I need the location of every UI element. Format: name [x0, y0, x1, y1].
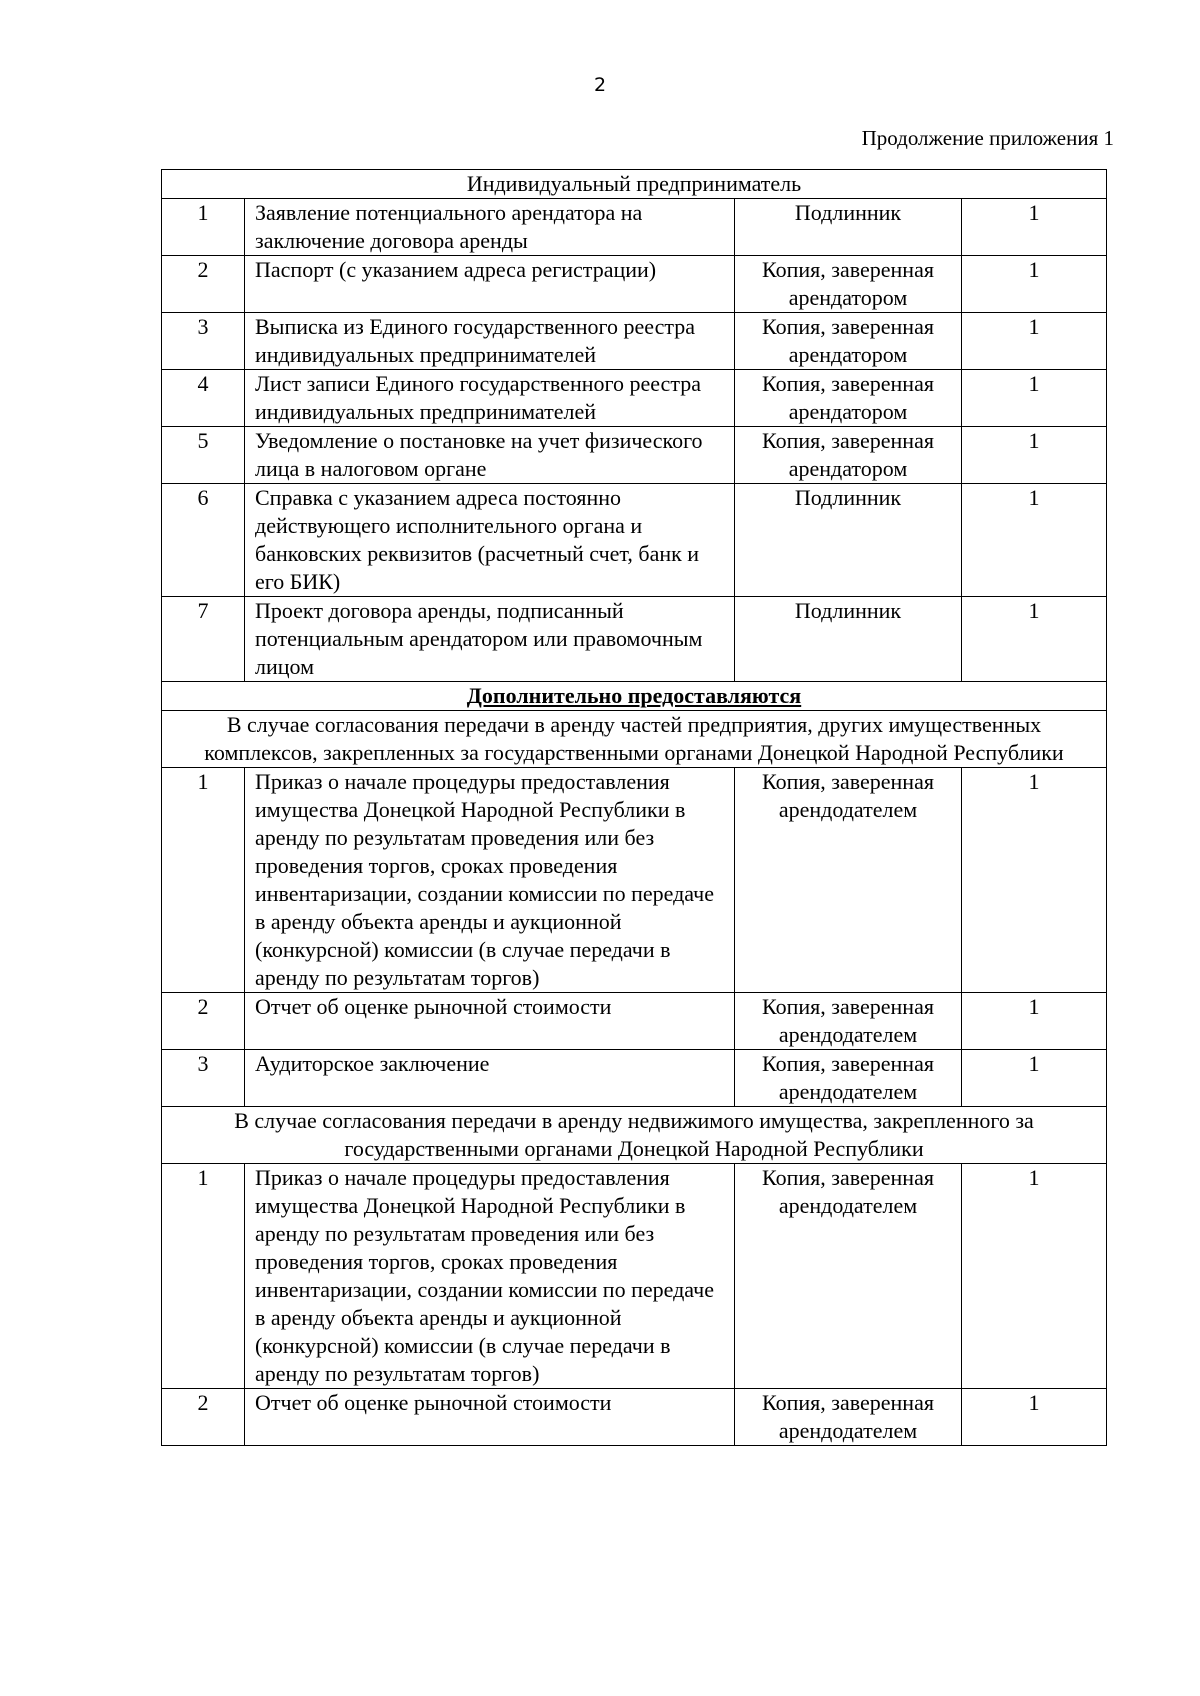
row-number: 2 [162, 993, 245, 1050]
row-number: 1 [162, 199, 245, 256]
document-quantity: 1 [962, 1389, 1107, 1446]
document-form: Копия, заверенная арендодателем [735, 768, 962, 993]
document-form: Копия, заверенная арендодателем [735, 1050, 962, 1107]
document-name: Аудиторское заключение [245, 1050, 735, 1107]
document-name: Справка с указанием адреса постоянно действующего исполнительного органа и банковских реквизитов (расчетный счет, банк и его БИК) [245, 484, 735, 597]
document-form: Копия, заверенная арендатором [735, 313, 962, 370]
document-quantity: 1 [962, 313, 1107, 370]
document-quantity: 1 [962, 768, 1107, 993]
document-quantity: 1 [962, 370, 1107, 427]
document-quantity: 1 [962, 199, 1107, 256]
document-quantity: 1 [962, 597, 1107, 682]
document-form: Подлинник [735, 597, 962, 682]
document-form: Подлинник [735, 484, 962, 597]
table-row [162, 597, 1107, 682]
section-heading-row [162, 1107, 1107, 1164]
document-name: Паспорт (с указанием адреса регистрации) [245, 256, 735, 313]
document-name: Приказ о начале процедуры предоставления имущества Донецкой Народной Республики в аренду по результатам проведения или без проведения торгов, сроках проведения инвентаризации, создании комиссии по передаче в аренду объекта аренды и аукционной (конкурсной) комиссии (в случае передачи в аренду по результатам торгов) [245, 768, 735, 993]
document-form: Копия, заверенная арендатором [735, 370, 962, 427]
document-quantity: 1 [962, 484, 1107, 597]
document-form: Копия, заверенная арендодателем [735, 1389, 962, 1446]
row-number: 3 [162, 1050, 245, 1107]
additional-documents-heading: Дополнительно предоставляются [162, 682, 1107, 711]
document-quantity: 1 [962, 427, 1107, 484]
case-heading-real-estate: В случае согласования передачи в аренду недвижимого имущества, закрепленного за государственными органами Донецкой Народной Республики [162, 1107, 1107, 1164]
row-number: 5 [162, 427, 245, 484]
table-row [162, 993, 1107, 1050]
document-name: Уведомление о постановке на учет физического лица в налоговом органе [245, 427, 735, 484]
table-row [162, 313, 1107, 370]
page-number: 2 [593, 74, 607, 96]
document-quantity: 1 [962, 993, 1107, 1050]
table-row [162, 1389, 1107, 1446]
row-number: 6 [162, 484, 245, 597]
table-row [162, 484, 1107, 597]
table-row [162, 768, 1107, 993]
document-name: Лист записи Единого государственного реестра индивидуальных предпринимателей [245, 370, 735, 427]
section-heading-individual-entrepreneur: Индивидуальный предприниматель [162, 170, 1107, 199]
document-quantity: 1 [962, 1164, 1107, 1389]
document-form: Копия, заверенная арендатором [735, 256, 962, 313]
document-name: Отчет об оценке рыночной стоимости [245, 1389, 735, 1446]
document-form: Подлинник [735, 199, 962, 256]
document-name: Отчет об оценке рыночной стоимости [245, 993, 735, 1050]
section-heading-row [162, 711, 1107, 768]
row-number: 3 [162, 313, 245, 370]
case-heading-property-complexes: В случае согласования передачи в аренду частей предприятия, других имущественных комплексов, закрепленных за государственными органами Донецкой Народной Республики [162, 711, 1107, 768]
document-name: Выписка из Единого государственного реестра индивидуальных предпринимателей [245, 313, 735, 370]
document-form: Копия, заверенная арендатором [735, 427, 962, 484]
document-name: Заявление потенциального арендатора на заключение договора аренды [245, 199, 735, 256]
section-heading-row [162, 170, 1107, 199]
table-row [162, 1164, 1107, 1389]
row-number: 1 [162, 1164, 245, 1389]
row-number: 2 [162, 256, 245, 313]
table-row [162, 427, 1107, 484]
table-row [162, 370, 1107, 427]
table-row [162, 199, 1107, 256]
document-name: Проект договора аренды, подписанный потенциальным арендатором или правомочным лицом [245, 597, 735, 682]
table-row [162, 1050, 1107, 1107]
document-name: Приказ о начале процедуры предоставления имущества Донецкой Народной Республики в аренду по результатам проведения или без проведения торгов, сроках проведения инвентаризации, создании комиссии по передаче в аренду объекта аренды и аукционной (конкурсной) комиссии (в случае передачи в аренду по результатам торгов) [245, 1164, 735, 1389]
continuation-label: Продолжение приложения 1 [861, 126, 1114, 150]
document-quantity: 1 [962, 1050, 1107, 1107]
row-number: 4 [162, 370, 245, 427]
documents-table [161, 169, 1107, 1446]
document-form: Копия, заверенная арендодателем [735, 993, 962, 1050]
row-number: 2 [162, 1389, 245, 1446]
table-row [162, 256, 1107, 313]
row-number: 1 [162, 768, 245, 993]
row-number: 7 [162, 597, 245, 682]
section-heading-row [162, 682, 1107, 711]
document-quantity: 1 [962, 256, 1107, 313]
document-form: Копия, заверенная арендодателем [735, 1164, 962, 1389]
